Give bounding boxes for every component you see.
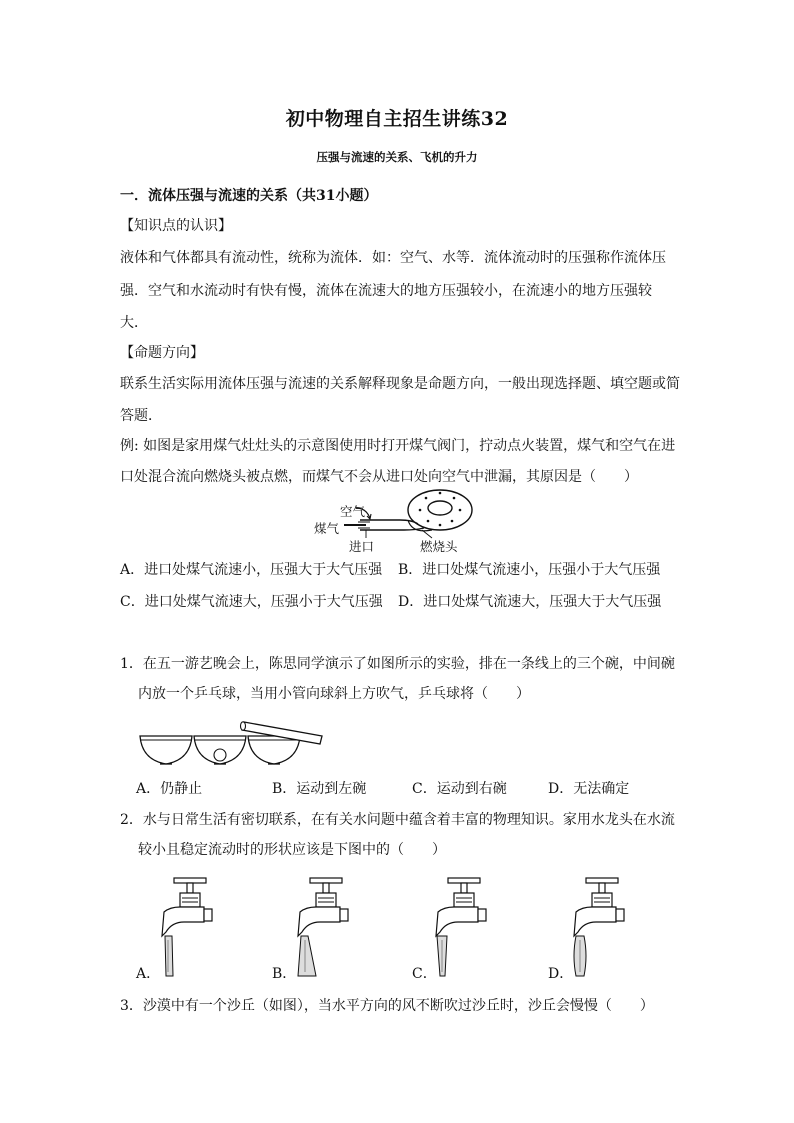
faucet-c-figure (434, 876, 494, 982)
figure-label-air: 空气 (340, 504, 366, 519)
figure-label-burner: 燃烧头 (420, 539, 458, 554)
knowledge-line: 大． (120, 315, 148, 331)
example-option-c: C．进口处煤气流速大，压强小于大气压强 (120, 594, 383, 610)
page-subtitle: 压强与流速的关系、飞机的升力 (316, 150, 478, 164)
figure-label-inlet: 进口 (349, 539, 375, 554)
question-1-option-b: B．运动到左碗 (272, 781, 367, 797)
example-option-a: A．进口处煤气流速小，压强大于大气压强 (120, 562, 383, 578)
direction-line: 联系生活实际用流体压强与流速的关系解释现象是命题方向，一般出现选择题、填空题或简 (120, 376, 680, 392)
example-line: 口处混合流向燃烧头被点燃，而煤气不会从进口处向空气中泄漏，其原因是（ ） (120, 469, 638, 485)
knowledge-heading: 【知识点的认识】 (120, 218, 232, 234)
three-bowls-figure (136, 712, 336, 772)
question-1-option-c: C．运动到右碗 (412, 781, 507, 797)
knowledge-line: 强．空气和水流动时有快有慢，流体在流速大的地方压强较小，在流速小的地方压强较 (120, 283, 652, 299)
section-heading: 一．流体压强与流速的关系（共31小题） (120, 188, 378, 204)
direction-heading: 【命题方向】 (120, 345, 204, 361)
question-1-line: 内放一个乒乓球，当用小管向球斜上方吹气，乒乓球将（ ） (138, 686, 530, 702)
faucet-a-figure (160, 876, 220, 982)
example-line: 例: 如图是家用煤气灶灶头的示意图使用时打开煤气阀门，拧动点火装置，煤气和空气在进 (120, 438, 676, 454)
question-2-option-a: A． (136, 966, 161, 982)
question-1-option-d: D．无法确定 (548, 781, 630, 797)
question-2-line: 2．水与日常生活有密切联系，在有关水问题中蕴含着丰富的物理知识。家用水龙头在水流 (120, 812, 675, 828)
page-title: 初中物理自主招生讲练32 (285, 108, 509, 130)
question-3-line: 3．沙漠中有一个沙丘（如图），当水平方向的风不断吹过沙丘时，沙丘会慢慢（ ） (120, 998, 654, 1014)
faucet-d-figure (572, 876, 632, 982)
question-2-option-d: D． (548, 966, 574, 982)
faucet-b-figure (296, 876, 356, 982)
question-1-line: 1．在五一游艺晚会上，陈思同学演示了如图所示的实验，排在一条线上的三个碗，中间碗 (120, 656, 675, 672)
question-2-option-b: B． (272, 966, 297, 982)
figure-label-gas: 煤气 (314, 521, 340, 536)
knowledge-line: 液体和气体都具有流动性，统称为流体．如：空气、水等．流体流动时的压强称作流体压 (120, 250, 666, 266)
direction-line: 答题． (120, 408, 162, 424)
question-2-option-c: C． (412, 966, 437, 982)
example-option-b: B．进口处煤气流速小，压强小于大气压强 (398, 562, 661, 578)
question-2-line: 较小且稳定流动时的形状应该是下图中的（ ） (138, 842, 446, 858)
question-1-option-a: A．仍静止 (136, 781, 203, 797)
example-option-d: D．进口处煤气流速大，压强大于大气压强 (398, 594, 662, 610)
